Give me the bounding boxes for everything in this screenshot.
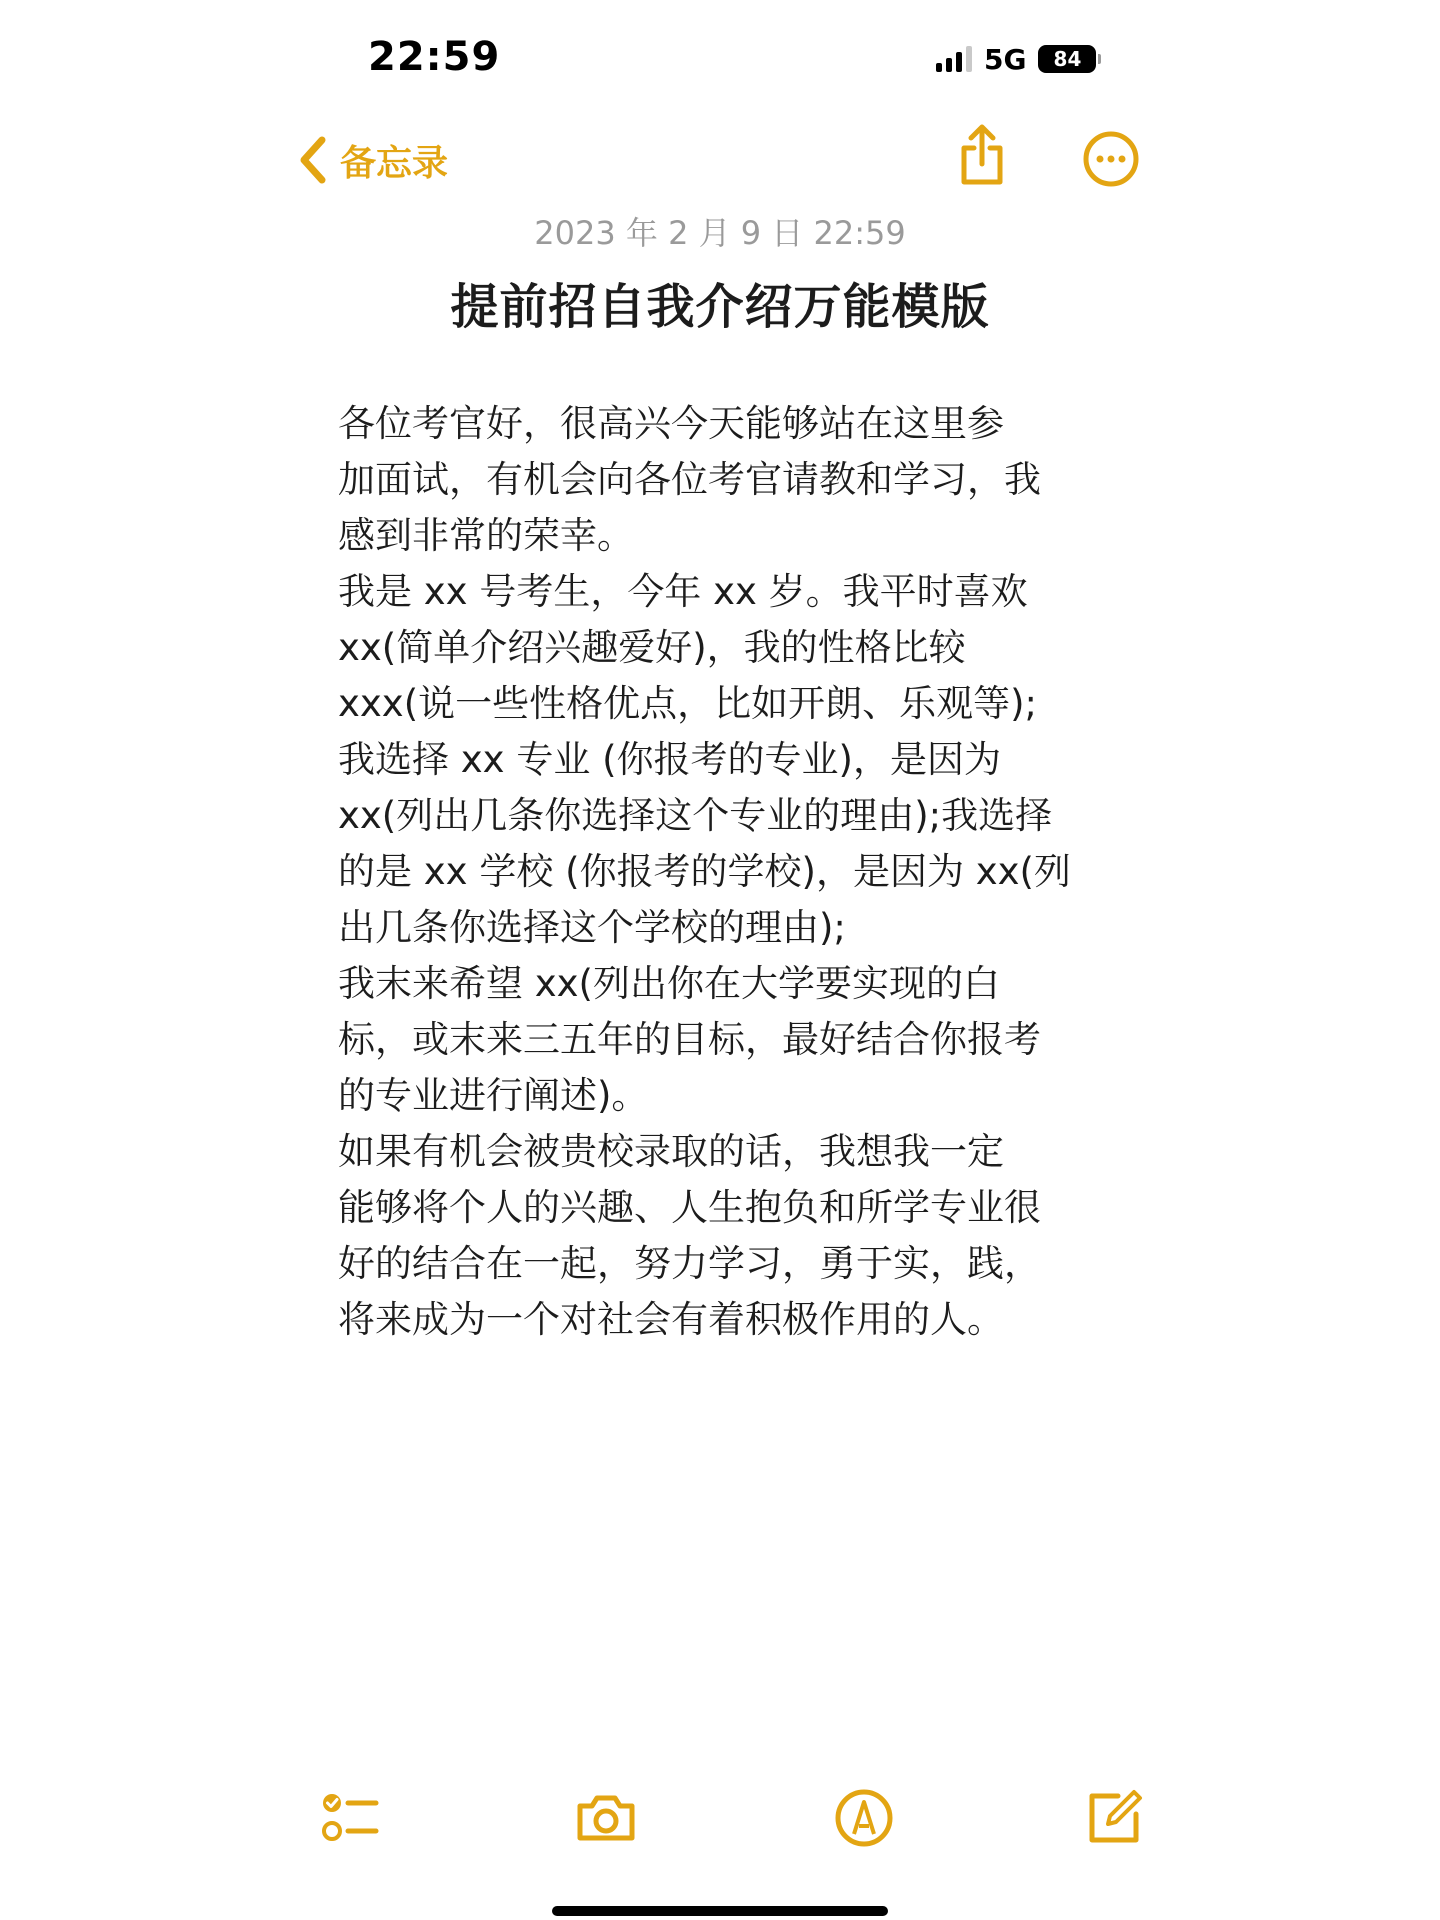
markup-button[interactable] — [832, 1786, 896, 1850]
note-line: 如果有机会被贵校录取的话，我想我一定 — [338, 1130, 1004, 1173]
checklist-button[interactable] — [318, 1786, 382, 1850]
note-line: xxx(说一些性格优点，比如开朗、乐观等); — [338, 682, 1038, 725]
markup-pen-icon — [832, 1786, 896, 1850]
note-line: 各位考官好，很高兴今天能够站在这里参 — [338, 402, 1004, 445]
note-line: 的专业进行阐述)。 — [338, 1074, 649, 1117]
note-line: 感到非常的荣幸。 — [338, 514, 634, 557]
compose-button[interactable] — [1082, 1786, 1146, 1850]
share-button[interactable] — [954, 124, 1010, 188]
ellipsis-circle-icon — [1082, 130, 1140, 188]
more-button[interactable] — [1082, 130, 1140, 188]
note-line: 加面试，有机会向各位考官请教和学习，我 — [338, 458, 1041, 501]
network-type: 5G — [984, 42, 1027, 76]
note-line: 将来成为一个对社会有着积极作用的人。 — [338, 1298, 1004, 1341]
note-line: 我末来希望 xx(列出你在大学要实现的白 — [338, 962, 1000, 1005]
share-icon — [954, 124, 1010, 188]
note-line: 能够将个人的兴趣、人生抱负和所学专业很 — [338, 1186, 1041, 1229]
camera-icon — [574, 1786, 638, 1850]
note-title[interactable]: 提前招自我介绍万能模版 — [450, 279, 990, 335]
back-button[interactable] — [296, 130, 448, 190]
back-label: 备忘录 — [340, 142, 449, 184]
note-line: xx(简单介绍兴趣爱好)，我的性格比较 — [338, 626, 966, 669]
chevron-left-icon — [296, 134, 330, 186]
status-indicators — [936, 42, 1101, 76]
battery-level: 84 — [1038, 45, 1096, 73]
note-line: xx(列出几条你选择这个专业的理由);我选择 — [338, 794, 1053, 837]
checklist-icon — [318, 1786, 382, 1850]
status-time: 22:59 — [368, 34, 501, 80]
camera-button[interactable] — [574, 1786, 638, 1850]
note-line: 标，或末来三五年的目标，最好结合你报考 — [338, 1018, 1041, 1061]
note-line: 好的结合在一起，努力学习，勇于实，践， — [338, 1242, 1041, 1285]
cellular-signal-icon — [936, 46, 972, 72]
note-line: 我选择 xx 专业 (你报考的专业)，是因为 — [338, 738, 1001, 781]
note-line: 出几条你选择这个学校的理由); — [338, 906, 846, 949]
note-line: 的是 xx 学校 (你报考的学校)，是因为 xx(列 — [338, 850, 1071, 893]
battery-icon — [1038, 45, 1101, 73]
note-date: 2023 年 2 月 9 日 22:59 — [534, 214, 906, 252]
home-indicator[interactable] — [552, 1906, 888, 1916]
note-body[interactable] — [338, 396, 1108, 1348]
note-line: 我是 xx 号考生，今年 xx 岁。我平时喜欢 — [338, 570, 1028, 613]
compose-icon — [1082, 1786, 1146, 1850]
